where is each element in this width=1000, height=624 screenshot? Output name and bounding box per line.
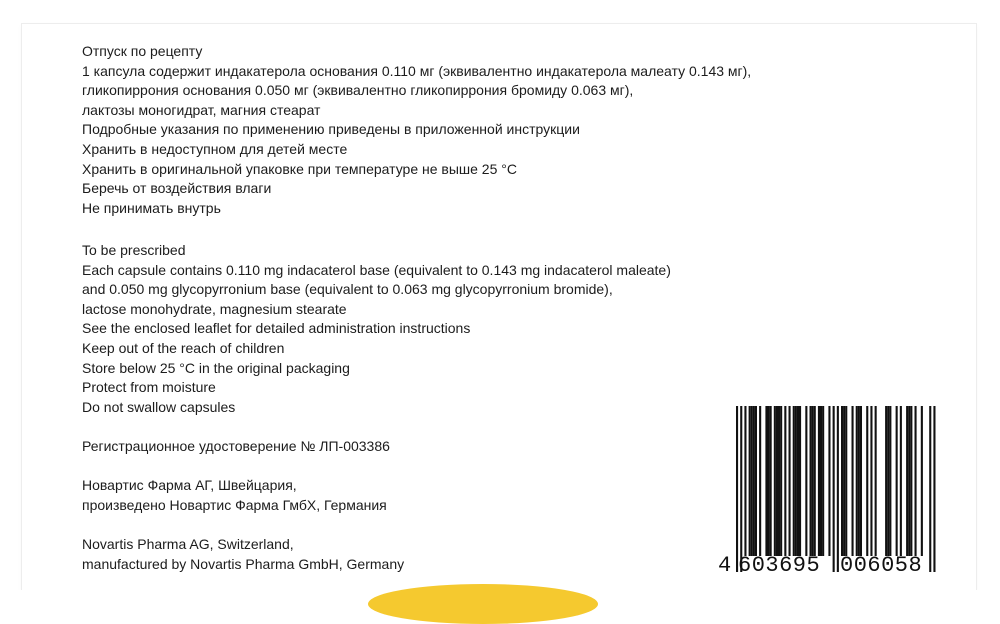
barcode-guard-bar [833,406,835,572]
barcode-bar [889,406,891,556]
manufacturer-russian [82,476,387,515]
registration-certificate [82,437,390,457]
barcode-guard-bar [837,406,839,572]
barcode-bar [866,406,868,556]
barcode-bar [784,406,786,556]
text-line: гликопиррония основания 0.050 мг (эквивалентно гликопиррония бромиду 0.063 мг), [82,82,634,99]
text-line: Новартис Фарма АГ, Швейцария, [82,477,297,493]
barcode-bar [856,406,858,556]
barcode-bar [778,406,780,556]
barcode-bar [921,406,923,556]
barcode-bar [795,406,797,556]
barcode-left-digits: 603695 [738,553,821,578]
barcode-bar [887,406,889,556]
text-line: 1 капсула содержит индакатерола основания 0.110 мг (эквивалентно индакатерола малеату 0.143 мг), [82,62,752,79]
barcode-guard-bar [929,406,931,572]
text-line: Each capsule contains 0.110 mg indacaterol base (equivalent to 0.143 mg indacaterol maleate) [82,261,671,278]
manufacturer-english [82,535,404,574]
barcode-bar [770,406,772,556]
bottom-edge [0,590,1000,617]
text-line: Хранить в оригинальной упаковке при температуре не выше 25 °C [82,160,517,177]
barcode-guard-bar [740,406,742,572]
barcode-bar [780,406,782,556]
barcode-bar [870,406,872,556]
text-line: Keep out of the reach of children [82,339,285,356]
barcode-bar [843,406,845,556]
text-line: Store below 25 °C in the original packaging [82,359,350,376]
text-line: Novartis Pharma AG, Switzerland, [82,536,294,552]
text-line: Беречь от воздействия влаги [82,180,272,197]
registration-text: Регистрационное удостоверение № ЛП-003386 [82,438,390,454]
barcode-bar [751,406,753,556]
barcode-bar [776,406,778,556]
barcode-bar [828,406,830,556]
barcode-bar [753,406,755,556]
barcode-bar [915,406,917,556]
text-line: and 0.050 mg glycopyrronium base (equivalent to 0.063 mg glycopyrronium bromide), [82,281,613,298]
barcode-bar [774,406,776,556]
barcode-bar [841,406,843,556]
text-line: lactose monohydrate, magnesium stearate [82,300,347,317]
barcode-bar [768,406,770,556]
text-line: manufactured by Novartis Pharma GmbH, Germany [82,555,405,572]
text-line: Хранить в недоступном для детей месте [82,140,348,157]
barcode-bar [822,406,824,556]
text-line: лактозы моногидрат, магния стеарат [82,101,321,118]
barcode-bar [908,406,910,556]
barcode-bar [900,406,902,556]
text-line: произведено Новартис Фарма ГмбХ, Германия [82,496,387,513]
barcode-bar [755,406,757,556]
barcode-bar [852,406,854,556]
barcode-bar [749,406,751,556]
barcode-bar [789,406,791,556]
text-line: Подробные указания по применению приведены в приложенной инструкции [82,121,580,138]
text-line: See the enclosed leaflet for detailed administration instructions [82,320,471,337]
barcode-right-digits: 006058 [840,553,923,578]
text-line: Protect from moisture [82,379,216,396]
barcode-guard-bar [736,406,738,572]
english-text-block [82,241,671,417]
ean13-barcode [716,406,946,580]
barcode-bar [805,406,807,556]
barcode-bar [896,406,898,556]
barcode-bar [860,406,862,556]
barcode-guard-bar [933,406,935,572]
barcode-bar [875,406,877,556]
barcode-bar [906,406,908,556]
barcode-bar [910,406,912,556]
barcode-bar [765,406,767,556]
barcode-bar [810,406,812,556]
barcode-bar [820,406,822,556]
barcode-digits [716,552,946,580]
text-line: Отпуск по рецепту [82,43,203,59]
barcode-bar [812,406,814,556]
russian-text-block [82,42,751,218]
barcode-bar [759,406,761,556]
barcode-bar [744,406,746,556]
text-line: Do not swallow capsules [82,398,236,415]
barcode-bar [799,406,801,556]
barcode-bar [814,406,816,556]
text-line: Не принимать внутрь [82,199,221,216]
text-line: To be prescribed [82,242,186,258]
barcode-bar [793,406,795,556]
barcode-bar [845,406,847,556]
barcode-lead-digit: 4 [718,553,732,578]
barcode-bar [858,406,860,556]
barcode-bar [885,406,887,556]
barcode-bar [797,406,799,556]
barcode-bar [818,406,820,556]
